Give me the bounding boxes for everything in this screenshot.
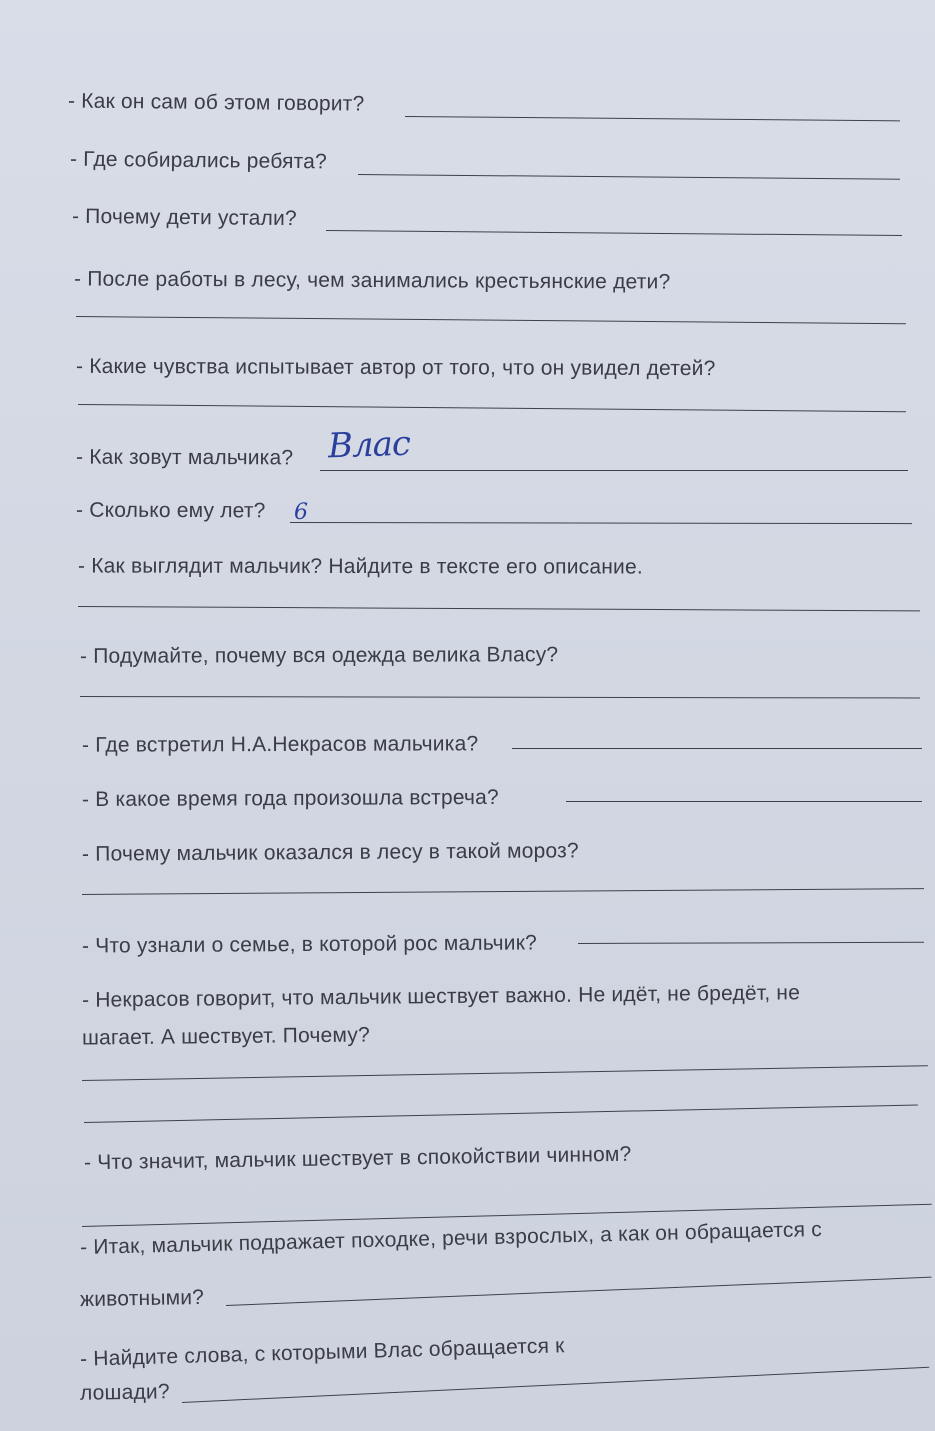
question-2-text: - Где собирались ребята? — [69, 147, 328, 174]
handwritten-answer-name: Влас — [327, 423, 411, 467]
question-3-text: - Почему дети устали? — [71, 204, 297, 231]
answer-line-2[interactable] — [358, 174, 900, 180]
answer-line-16[interactable] — [226, 1277, 931, 1306]
question-12-text: - Почему мальчик оказался в лесу в такой мороз? — [81, 839, 579, 866]
answer-line-4[interactable] — [76, 316, 906, 324]
answer-line-14a[interactable] — [82, 1065, 928, 1081]
answer-line-7[interactable] — [290, 522, 912, 524]
question-16-text-line-1: - Итак, мальчик подражает походке, речи взрослых, а как он обращается с — [79, 1217, 823, 1260]
answer-line-8[interactable] — [78, 606, 920, 611]
question-5-text: - Какие чувства испытывает автор от того, что он увидел детей? — [75, 354, 716, 381]
answer-line-9[interactable] — [80, 696, 920, 698]
answer-line-11[interactable] — [566, 801, 922, 802]
question-16-text-line-2: животными? — [79, 1285, 205, 1312]
question-6-text: - Как зовут мальчика? — [75, 445, 294, 470]
question-10-text: - Где встретил Н.А.Некрасов мальчика? — [81, 732, 479, 757]
question-13-text: - Что узнали о семье, в которой рос мальчик? — [81, 931, 537, 958]
question-1-text: - Как он сам об этом говорит? — [67, 89, 365, 116]
question-8-text: - Как выглядит мальчик? Найдите в тексте его описание. — [77, 554, 643, 579]
answer-line-5[interactable] — [78, 404, 906, 412]
question-7-text: - Сколько ему лет? — [75, 498, 266, 523]
answer-line-12[interactable] — [82, 888, 924, 895]
handwritten-answer-age: 6 — [294, 500, 309, 525]
answer-line-6[interactable] — [320, 470, 908, 471]
question-17-text-line-2: лошади? — [79, 1380, 170, 1405]
question-15-text: - Что значит, мальчик шествует в спокойствии чинном? — [83, 1142, 632, 1175]
question-14-text-line-1: - Некрасов говорит, что мальчик шествует важно. Не идёт, не бредёт, не — [81, 981, 801, 1012]
answer-line-13[interactable] — [578, 942, 924, 944]
answer-line-14b[interactable] — [84, 1105, 918, 1123]
answer-line-10[interactable] — [512, 748, 922, 749]
question-4-text: - После работы в лесу, чем занимались крестьянские дети? — [73, 267, 671, 294]
answer-line-3[interactable] — [326, 230, 902, 236]
question-9-text: - Подумайте, почему вся одежда велика Власу? — [79, 643, 559, 668]
question-14-text-line-2: шагает. А шествует. Почему? — [81, 1023, 371, 1050]
question-11-text: - В какое время года произошла встреча? — [81, 785, 499, 812]
answer-line-1[interactable] — [405, 116, 900, 121]
question-17-text-line-1: - Найдите слова, с которыми Влас обращается к — [79, 1334, 565, 1371]
answer-line-17[interactable] — [182, 1367, 929, 1403]
